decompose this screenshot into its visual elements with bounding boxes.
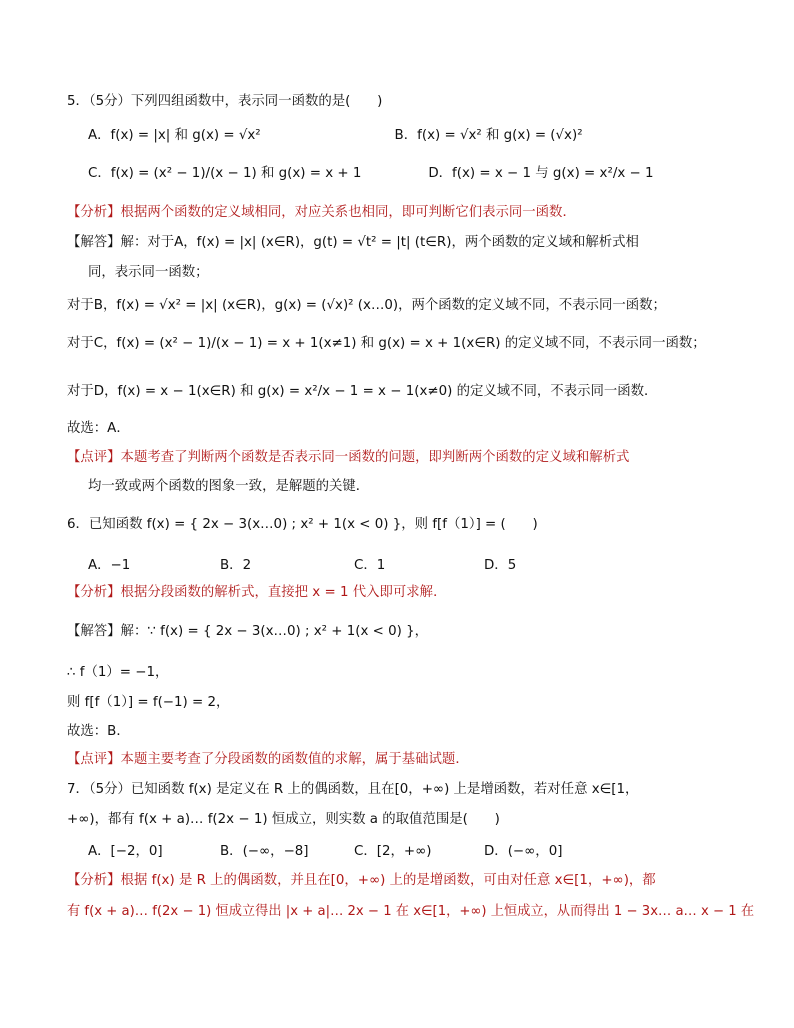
q5-review-line1: 【点评】本题考查了判断两个函数是否表示同一函数的问题，即判断两个函数的定义域和解析式	[67, 450, 630, 465]
q6-option-c: C．1	[354, 558, 386, 573]
q6-option-d: D．5	[484, 558, 517, 573]
q6-solution-line3: 则 f[f（1）] = f(−1) = 2，	[67, 695, 230, 710]
q7-analysis-line2: 有 f(x + a)… f(2x − 1) 恒成立得出 |x + a|… 2x − 1 在 x∈[1，+∞) 上恒成立，从而得出 1 − 3x… a… x − 1 在	[67, 904, 755, 919]
q7-option-c: C．[2，+∞)	[354, 844, 432, 859]
q5-options-ab: A．f(x) = |x| 和 g(x) = √x² B．f(x) = √x² 和 g(x) = (√x)²	[88, 128, 583, 143]
q5-stem: 5．（5分）下列四组函数中，表示同一函数的是( )	[67, 94, 383, 109]
q5-solution-c: 对于C，f(x) = (x² − 1)/(x − 1) = x + 1(x≠1) 和 g(x) = x + 1(x∈R) 的定义域不同，不表示同一函数；	[67, 336, 706, 351]
q7-option-d: D．(−∞，0]	[484, 844, 563, 859]
q5-solution-d: 对于D，f(x) = x − 1(x∈R) 和 g(x) = x²/x − 1 = x − 1(x≠0) 的定义域不同，不表示同一函数．	[67, 384, 658, 399]
q6-review: 【点评】本题主要考查了分段函数的函数值的求解，属于基础试题．	[67, 752, 469, 767]
q5-solution-line1: 【解答】解：对于A，f(x) = |x| (x∈R)，g(t) = √t² = |t| (t∈R)，两个函数的定义域和解析式相	[67, 235, 639, 250]
q7-stem-line1: 7．（5分）已知函数 f(x) 是定义在 R 上的偶函数，且在[0，+∞) 上是增函数，若对任意 x∈[1，	[67, 782, 639, 797]
q7-stem-line2: +∞)，都有 f(x + a)… f(2x − 1) 恒成立，则实数 a 的取值范围是( )	[67, 812, 500, 827]
q7-option-a: A．[−2，0]	[88, 844, 163, 859]
q6-solution-line2: ∴ f（1）= −1，	[67, 665, 169, 680]
q6-choice: 故选：B．	[67, 724, 130, 739]
q6-stem: 6．已知函数 f(x) = { 2x − 3(x…0) ; x² + 1(x < 0) }，则 f[f（1）] = ( )	[67, 517, 538, 532]
q5-review-line2: 均一致或两个函数的图象一致，是解题的关键．	[88, 479, 370, 494]
q6-analysis: 【分析】根据分段函数的解析式，直接把 x = 1 代入即可求解．	[67, 585, 447, 600]
q5-solution-line2: 同，表示同一函数；	[88, 265, 209, 280]
q6-solution-line1: 【解答】解：∵ f(x) = { 2x − 3(x…0) ; x² + 1(x < 0) }，	[67, 624, 429, 639]
q7-option-b: B．(−∞，−8]	[220, 844, 309, 859]
q5-solution-b: 对于B，f(x) = √x² = |x| (x∈R)，g(x) = (√x)² (x…0)，两个函数的定义域不同，不表示同一函数；	[67, 298, 666, 313]
q6-option-a: A．−1	[88, 558, 131, 573]
q6-option-b: B．2	[220, 558, 252, 573]
q5-analysis: 【分析】根据两个函数的定义域相同，对应关系也相同，即可判断它们表示同一函数．	[67, 205, 576, 220]
q5-choice: 故选：A．	[67, 421, 130, 436]
q7-analysis-line1: 【分析】根据 f(x) 是 R 上的偶函数，并且在[0，+∞) 上的是增函数，可由对任意 x∈[1，+∞)，都	[67, 873, 656, 888]
q5-options-cd: C．f(x) = (x² − 1)/(x − 1) 和 g(x) = x + 1 D．f(x) = x − 1 与 g(x) = x²/x − 1	[88, 166, 654, 181]
